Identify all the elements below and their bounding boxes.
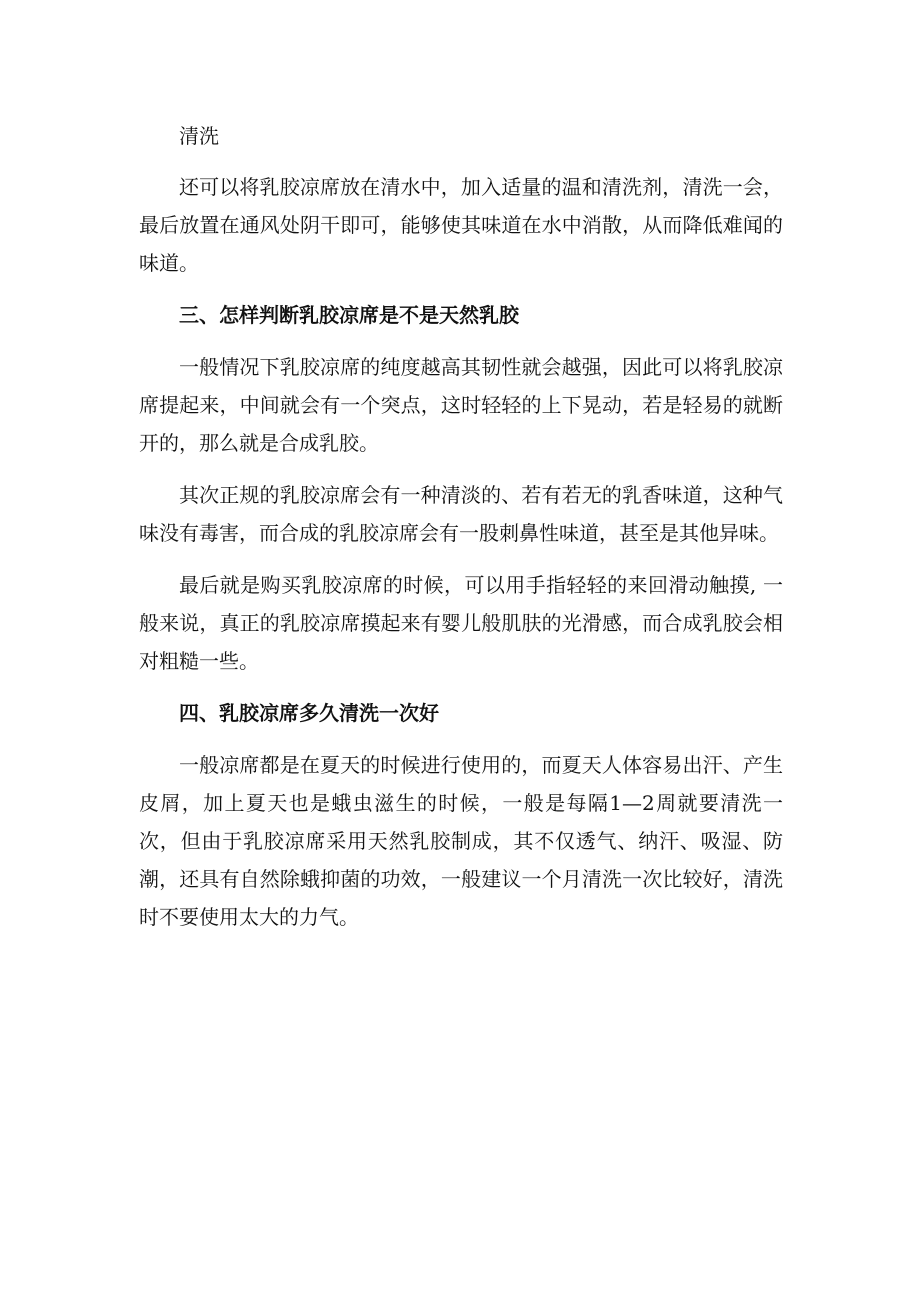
spacer bbox=[139, 155, 783, 168]
spacer bbox=[139, 282, 783, 296]
cleaning-paragraph: 还可以将乳胶凉席放在清水中，加入适量的温和清洗剂，清洗一会，最后放置在通风处阴干即可，能够使其味道在水中消散，从而降低难闻的味道。 bbox=[139, 175, 783, 275]
spacer bbox=[139, 552, 783, 566]
spacer bbox=[139, 462, 783, 476]
spacer bbox=[139, 334, 783, 348]
section-heading-4: 四、乳胶凉席多久清洗一次好 bbox=[179, 701, 439, 725]
section-3-paragraph-3: 最后就是购买乳胶凉席的时候，可以用手指轻轻的来回滑动触摸, 一般来说，真正的乳胶凉席摸起来有婴儿般肌肤的光滑感，而合成乳胶会相对粗糙一些。 bbox=[139, 573, 783, 673]
section-3-paragraph-2: 其次正规的乳胶凉席会有一种清淡的、若有若无的乳香味道，这种气味没有毒害，而合成的乳胶凉席会有一股刺鼻性味道，甚至是其他异味。 bbox=[139, 483, 783, 545]
section-3-paragraph-1: 一般情况下乳胶凉席的纯度越高其韧性就会越强，因此可以将乳胶凉席提起来，中间就会有一个突点，这时轻轻的上下晃动，若是轻易的就断开的，那么就是合成乳胶。 bbox=[139, 355, 783, 455]
section-heading-3: 三、怎样判断乳胶凉席是不是天然乳胶 bbox=[179, 303, 519, 327]
spacer bbox=[139, 680, 783, 694]
spacer bbox=[139, 732, 783, 746]
document-body bbox=[139, 117, 783, 936]
section-4-paragraph-1: 一般凉席都是在夏天的时候进行使用的，而夏天人体容易出汗、产生皮屑，加上夏天也是蛾虫滋生的时候，一般是每隔1—2周就要清洗一次，但由于乳胶凉席采用天然乳胶制成，其不仅透气、纳汗、吸湿、防潮，还具有自然除蛾抑菌的功效，一般建议一个月清洗一次比较好，清洗时不要使用太大的力气。 bbox=[139, 753, 783, 929]
cleaning-subtitle: 清洗 bbox=[179, 124, 219, 148]
